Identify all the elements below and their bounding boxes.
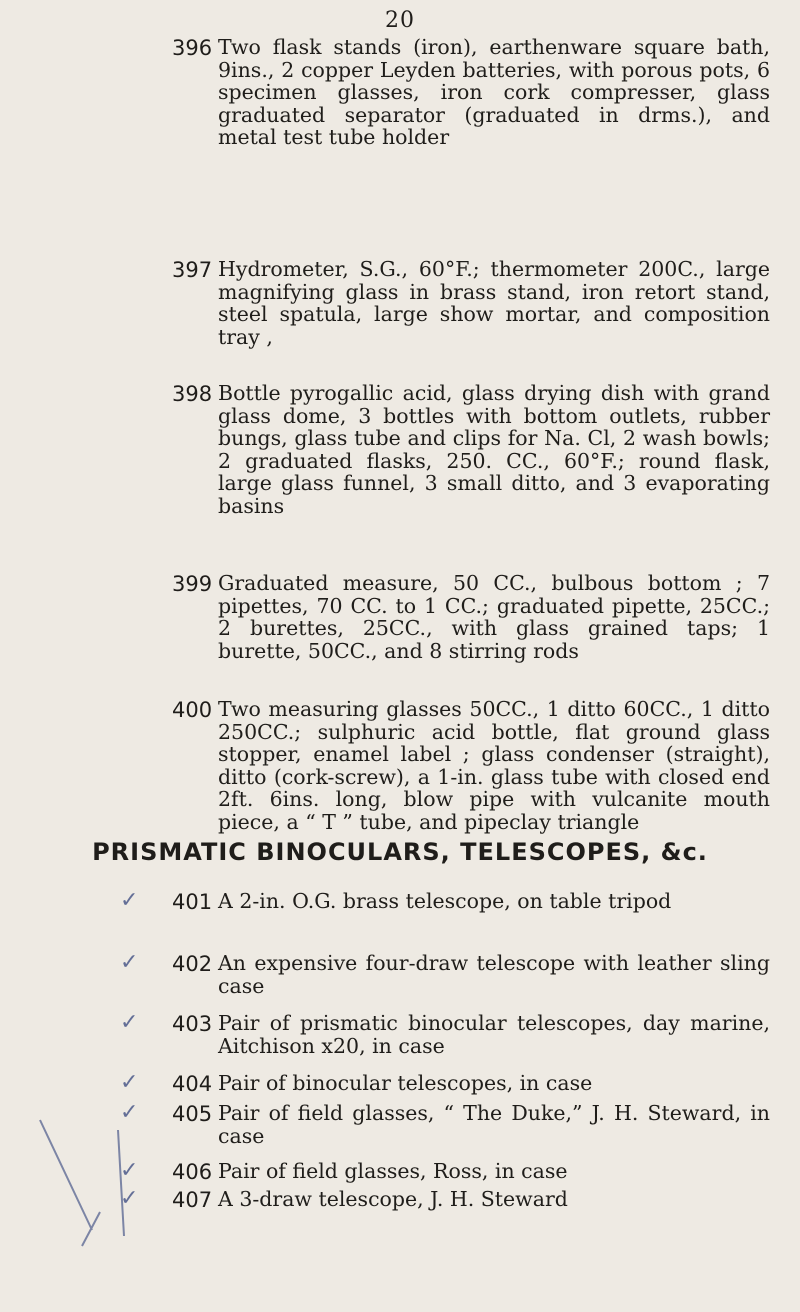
lot-description: A 2-in. O.G. brass telescope, on table tripod [218, 889, 672, 913]
pencil-tick-icon: ✓ [120, 888, 139, 913]
pencil-tick-icon: ✓ [120, 1070, 139, 1095]
lot-description: Pair of field glasses, Ross, in case [218, 1159, 568, 1183]
lot-description: Pair of field glasses, “ The Duke,” J. H. Steward, in case [218, 1101, 770, 1148]
lot-number: 398 [172, 382, 213, 406]
page-number: 20 [385, 8, 415, 33]
lot-number: 397 [172, 258, 213, 282]
lot-number: 399 [172, 572, 213, 596]
pencil-tick-icon: ✓ [120, 950, 139, 975]
lot-number: 407 [172, 1188, 213, 1212]
pencil-tick-icon: ✓ [120, 1100, 139, 1125]
lot-description: Two measuring glasses 50CC., 1 ditto 60CC., 1 ditto 250CC.; sulphuric acid bottle, flat ground glass stopper, enamel label ; glass condenser (straight), ditto (cork-screw), a 1-in. glass tube with closed end 2ft. 6ins. long, blow pipe with vulcanite mouth piece, a “ T ” tube, and pipeclay triangle [218, 697, 770, 834]
pencil-tick-icon: ✓ [120, 1186, 139, 1211]
lot-description: Graduated measure, 50 CC., bulbous bottom ; 7 pipettes, 70 CC. to 1 CC.; graduated pipette, 25CC.; 2 burettes, 25CC., with glass grained taps; 1 burette, 50CC., and 8 stirring rods [218, 571, 770, 663]
lot-number: 402 [172, 952, 213, 976]
pencil-tick-icon: ✓ [120, 1010, 139, 1035]
lot-number: 404 [172, 1072, 213, 1096]
section-heading: PRISMATIC BINOCULARS, TELESCOPES, &c. [92, 838, 708, 866]
lot-number: 405 [172, 1102, 213, 1126]
lot-number: 400 [172, 698, 213, 722]
lot-number: 403 [172, 1012, 213, 1036]
lot-description: Two flask stands (iron), earthenware square bath, 9ins., 2 copper Leyden batteries, with porous pots, 6 specimen glasses, iron cork compresser, glass graduated separator (graduated in drms.), and metal test tube holder [218, 35, 770, 149]
lot-number: 396 [172, 36, 213, 60]
lot-number: 406 [172, 1160, 213, 1184]
pencil-tick-icon: ✓ [120, 1158, 139, 1183]
lot-description: Hydrometer, S.G., 60°F.; thermometer 200C., large magnifying glass in brass stand, iron retort stand, steel spatula, large show mortar, and composition tray , [218, 257, 770, 349]
lot-description: Bottle pyrogallic acid, glass drying dish with grand glass dome, 3 bottles with bottom outlets, rubber bungs, glass tube and clips for Na. Cl, 2 wash bowls; 2 graduated flasks, 250. CC., 60°F.; round flask, large glass funnel, 3 small ditto, and 3 evaporating basins [218, 381, 770, 518]
lot-description: Pair of prismatic binocular telescopes, day marine, Aitchison x20, in case [218, 1011, 770, 1058]
lot-number: 401 [172, 890, 213, 914]
lot-description: A 3-draw telescope, J. H. Steward [218, 1187, 568, 1211]
lot-description: An expensive four-draw telescope with leather sling case [218, 951, 770, 998]
lot-description: Pair of binocular telescopes, in case [218, 1071, 593, 1095]
